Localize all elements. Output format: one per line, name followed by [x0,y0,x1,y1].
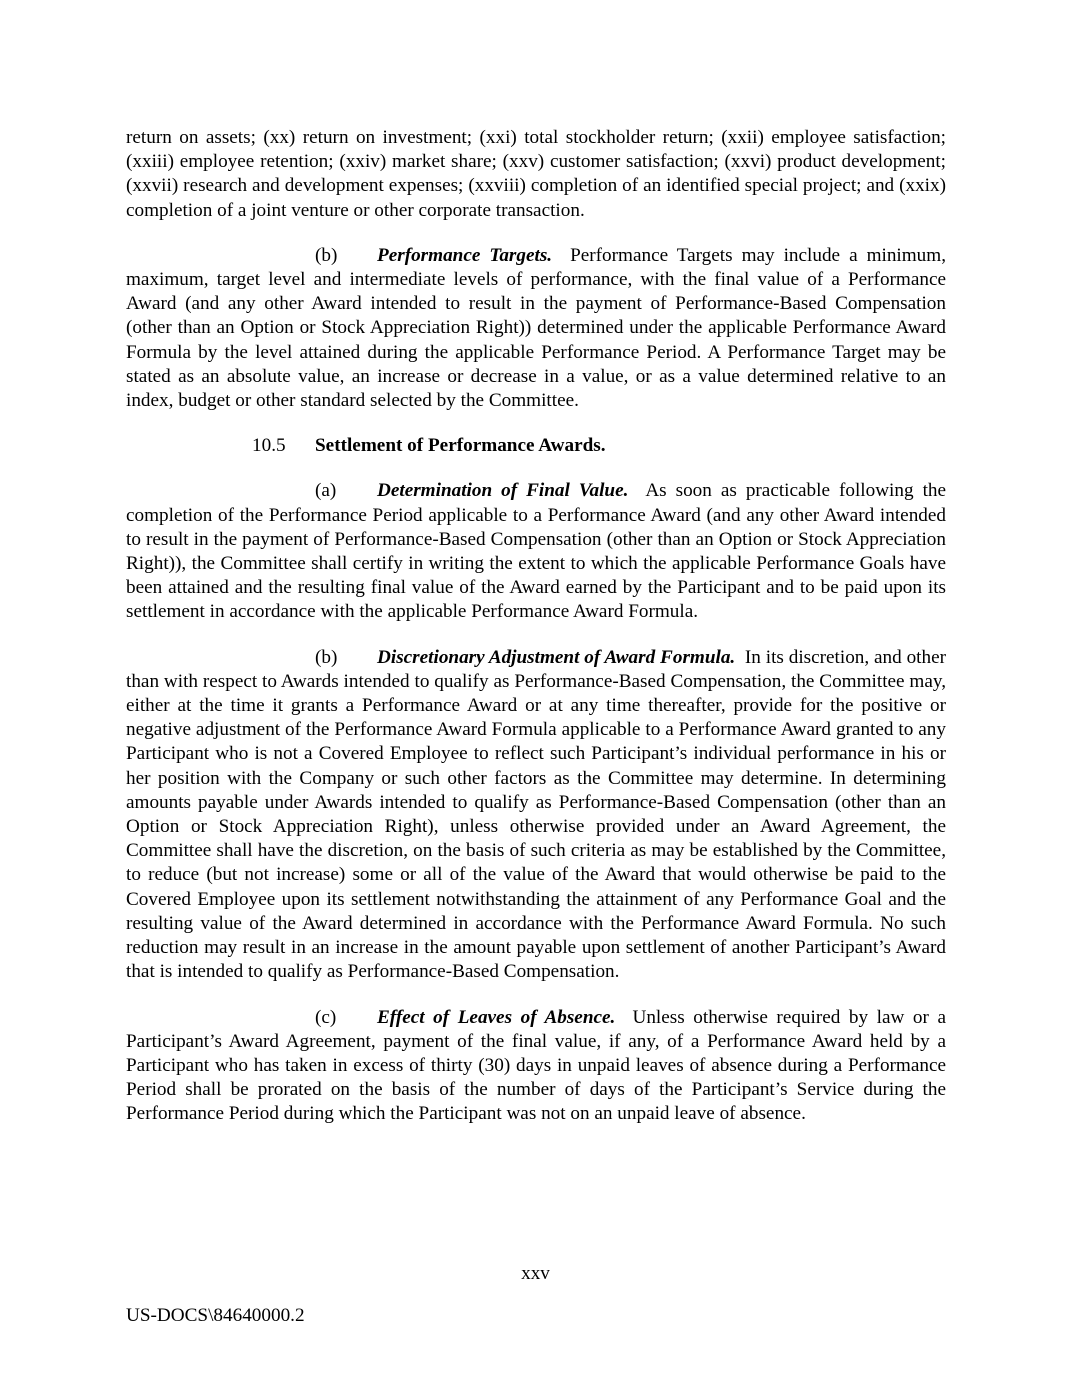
subsection-body: Unless otherwise required by law or a Participant’s Award Agreement, payment of the final value, if any, of a Performance Award held by a Participant who has taken in excess of thirty (30) days in unpaid leaves of absence during a Performance Period shall be prorated on the basis of the number of days of the Participant’s Service during the Performance Period during which the Participant was not on an unpaid leave of absence. [126,1006,947,1125]
page-number: xxv [521,1263,550,1284]
leaves-of-absence-paragraph [126,1006,946,1127]
document-id: US-DOCS\84640000.2 [126,1305,305,1326]
subsection-title: Performance Targets. [377,244,553,266]
section-title: Settlement of Performance Awards. [315,435,606,457]
intro-paragraph: return on assets; (xx) return on investment; (xxi) total stockholder return; (xxii) employee satisfaction; (xxiii) employee retention; (xxiv) market share; (xxv) customer satisfaction; (xxvi) product development; (xxvii) research and development expenses; (xxviii) completion of an identified special project; and (xxix) completion of a joint venture or other corporate transaction. [126,127,946,221]
subsection-marker: (a) [315,480,337,502]
discretionary-adjustment-paragraph [126,646,946,985]
subsection-marker: (b) [315,244,338,266]
document-body [126,126,946,1148]
subsection-title: Determination of Final Value. [377,480,629,502]
subsection-body: Performance Targets may include a minimum, maximum, target level and intermediate levels of performance, with the final value of a Performance Award (and any other Award intended to result in the payment of Performance-Based Compensation (other than an Option or Stock Appreciation Right)) determined under the applicable Performance Award Formula by the level attained during the applicable Performance Period. A Performance Target may be stated as an absolute value, an increase or decrease in a value, or as a value determined relative to an index, budget or other standard selected by the Committee. [126,244,946,412]
subsection-body: In its discretion, and other than with respect to Awards intended to qualify as Performance-Based Compensation, the Committee may, either at the time it grants a Performance Award or at any time thereafter, provide for the positive or negative adjustment of the Performance Award Formula applicable to a Performance Award granted to any Participant who is not a Covered Employee to reflect such Participant’s individual performance in his or her position with the Company or such other factors as the Committee may determine. In determining amounts payable under Awards intended to qualify as Performance-Based Compensation (other than an Option or Stock Appreciation Right), unless otherwise provided under an Award Agreement, the Committee shall have the discretion, on the basis of such criteria as may be established by the Committee, to reduce (but not increase) some or all of the value of the Award that would otherwise be paid to the Covered Employee upon its settlement notwithstanding the attainment of any Performance Goal and the resulting value of the Award determined in accordance with the Performance Award Formula. No such reduction may result in an increase in the amount payable upon settlement of another Participant’s Award that is intended to qualify as Performance-Based Compensation. [126,646,946,983]
subsection-marker: (b) [315,646,338,668]
performance-targets-paragraph [126,244,946,413]
subsection-title: Effect of Leaves of Absence. [377,1006,616,1028]
subsection-body: As soon as practicable following the completion of the Performance Period applicable to a Performance Award (and any other Award intended to result in the payment of Performance-Based Compensation (other than an Option or Stock Appreciation Right)), the Committee shall certify in writing the extent to which the applicable Performance Goals have been attained and the resulting final value of the Award earned by the Participant and to be paid upon its settlement in accordance with the applicable Performance Award Formula. [126,480,947,623]
final-value-paragraph [126,479,946,624]
subsection-marker: (c) [315,1006,337,1028]
section-heading [126,434,946,458]
subsection-title: Discretionary Adjustment of Award Formula. [377,646,736,668]
section-number: 10.5 [252,435,286,457]
